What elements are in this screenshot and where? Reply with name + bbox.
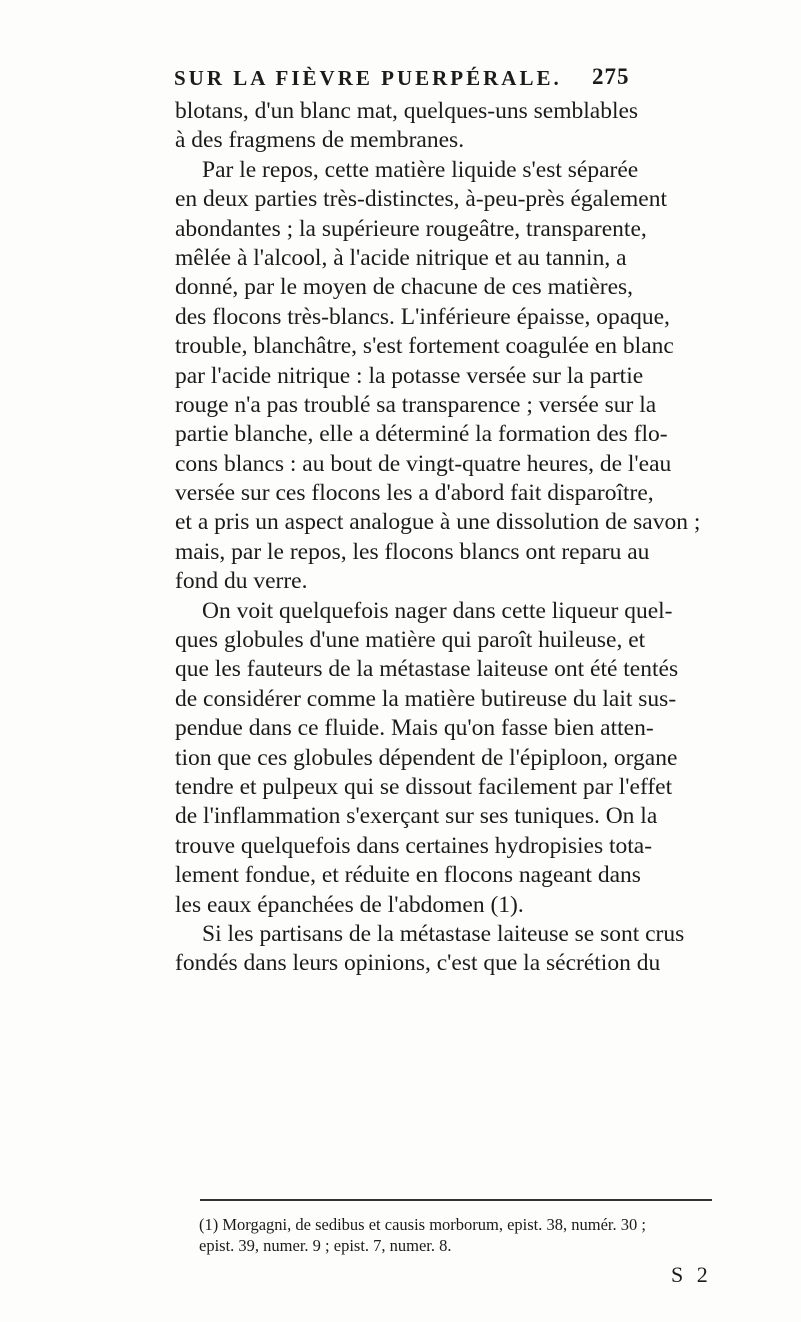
- text-line: tendre et pulpeux qui se dissout facilement par l'effet: [175, 773, 673, 800]
- text-line: fondés dans leurs opinions, c'est que la sécrétion du: [175, 950, 661, 977]
- text-line: versée sur ces flocons les a d'abord fait disparoître,: [175, 480, 654, 507]
- text-line: pendue dans ce fluide. Mais qu'on fasse bien atten-: [175, 715, 654, 742]
- footnote: [199, 1214, 769, 1256]
- text-line: Si les partisans de la métastase laiteuse se sont crus: [202, 920, 685, 947]
- page-header: [160, 62, 760, 98]
- text-line: que les fauteurs de la métastase laiteuse ont été tentés: [175, 656, 679, 683]
- text-line: par l'acide nitrique : la potasse versée sur la partie: [175, 362, 644, 389]
- text-line: abondantes ; la supérieure rougeâtre, transparente,: [175, 215, 647, 242]
- text-line: mêlée à l'alcool, à l'acide nitrique et au tannin, a: [175, 244, 627, 271]
- text-line: donné, par le moyen de chacune de ces matières,: [175, 274, 634, 301]
- text-line: en deux parties très-distinctes, à-peu-près également: [175, 186, 667, 213]
- text-line: de l'inflammation s'exerçant sur ses tuniques. On la: [175, 803, 658, 830]
- text-line: Par le repos, cette matière liquide s'est séparée: [202, 156, 639, 183]
- text-line: tion que ces globules dépendent de l'épiploon, organe: [175, 744, 678, 771]
- text-line: et a pris un aspect analogue à une dissolution de savon ;: [175, 509, 701, 536]
- text-line: à des fragmens de membranes.: [175, 127, 465, 154]
- footnote-line: (1) Morgagni, de sedibus et causis morborum, epist. 38, numér. 30 ;: [199, 1215, 646, 1234]
- text-line: les eaux épanchées de l'abdomen (1).: [175, 891, 524, 918]
- text-line: On voit quelquefois nager dans cette liqueur quel-: [202, 597, 673, 624]
- page-number: 275: [592, 64, 630, 89]
- signature-mark: S 2: [671, 1262, 712, 1287]
- text-line: ques globules d'une matière qui paroît huileuse, et: [175, 627, 646, 654]
- text-line: des flocons très-blancs. L'inférieure épaisse, opaque,: [175, 303, 670, 330]
- text-line: fond du verre.: [175, 568, 308, 595]
- text-line: blotans, d'un blanc mat, quelques-uns semblables: [175, 98, 639, 124]
- text-line: lement fondue, et réduite en flocons nageant dans: [175, 862, 641, 889]
- body-text: [175, 97, 767, 979]
- running-title: SUR LA FIÈVRE PUERPÉRALE.: [174, 66, 562, 90]
- text-line: trouve quelquefois dans certaines hydropisies tota-: [175, 832, 653, 859]
- text-line: partie blanche, elle a déterminé la formation des flo-: [175, 421, 668, 448]
- text-line: mais, par le repos, les flocons blancs ont reparu au: [175, 538, 650, 565]
- text-line: rouge n'a pas troublé sa transparence ; versée sur la: [175, 391, 657, 418]
- text-line: trouble, blanchâtre, s'est fortement coagulée en blanc: [175, 333, 674, 360]
- footnote-rule: [200, 1199, 712, 1201]
- text-line: cons blancs : au bout de vingt-quatre heures, de l'eau: [175, 450, 672, 477]
- footnote-line: epist. 39, numer. 9 ; epist. 7, numer. 8.: [199, 1236, 452, 1255]
- text-line: de considérer comme la matière butireuse du lait sus-: [175, 685, 677, 712]
